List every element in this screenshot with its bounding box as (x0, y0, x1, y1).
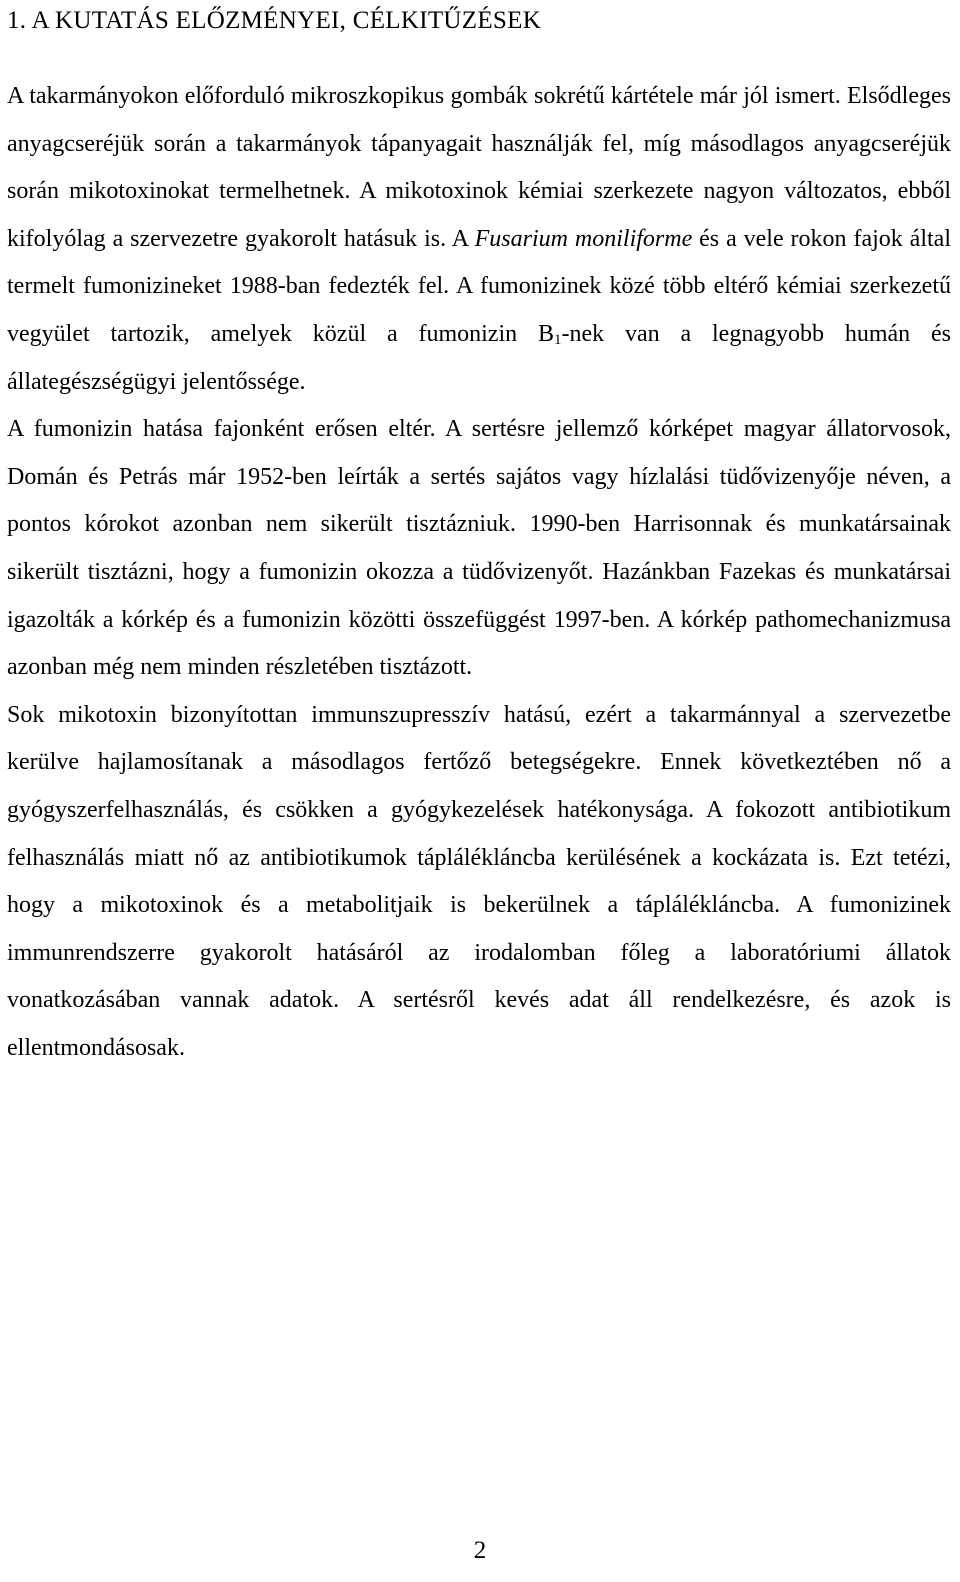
paragraph-1-text-b: és a vele rokon fajok által termelt fumonizineket 1988-ban fedezték fel. A fumonizinek közé több eltérő kémiai szerkezetű vegyület tartozik, amelyek közül a fumonizin B (7, 225, 951, 347)
document-page (7, 0, 952, 1061)
section-heading: 1. A KUTATÁS ELŐZMÉNYEI, CÉLKITŰZÉSEK (7, 7, 542, 34)
paragraph-3: Sok mikotoxin bizonyítottan immunszupresszív hatású, ezért a takarmánnyal a szervezetbe kerülve hajlamosítanak a másodlagos fertőző betegségekre. Ennek következtében nő a gyógyszerfelhasználás, és csökken a gyógykezelések hatékonysága. A fokozott antibiotikum felhasználás miatt nő az antibiotikumok táplálékláncba kerülésének a kockázata is. Ezt tetézi, hogy a mikotoxinok és a metabolitjaik is bekerülnek a táplálékláncba. A fumonizinek immunrendszerre gyakorolt hatásáról az irodalomban főleg a laboratóriumi állatok vonatkozásában vannak adatok. A sertésről kevés adat áll rendelkezésre, és azok is ellentmondásosak. (7, 701, 951, 1061)
body-text (7, 73, 951, 1072)
paragraph-1-text-c: -nek van a legnagyobb humán és állategészségügyi jelentőssége. (7, 320, 952, 395)
species-name: Fusarium moniliforme (474, 225, 693, 252)
paragraph-2: A fumonizin hatása fajonként erősen eltér. A sertésre jellemző kórképet magyar állatorvosok, Domán és Petrás már 1952-ben leírták a sertés sajátos vagy hízlalási tüdővizenyője néven, a pontos kórokot azonban nem sikerült tisztázniuk. 1990-ben Harrisonnak és munkatársainak sikerült tisztázni, hogy a fumonizin okozza a tüdővizenyőt. Hazánkban Fazekas és munkatársai igazolták a kórkép és a fumonizin közötti összefüggést 1997-ben. A kórkép pathomechanizmusa azonban még nem minden részletében tisztázott. (7, 416, 951, 681)
paragraph-1 (7, 73, 951, 406)
subscript-index: 1 (554, 331, 562, 348)
paragraph-1-text-a: A takarmányokon előforduló mikroszkopikus gombák sokrétű kártétele már jól ismert. Elsődleges anyagcseréjük során a takarmányok tápanyagait használják fel, míg másodlagos anyagcseréjük során mikotoxinokat termelhetnek. A mikotoxinok kémiai szerkezete nagyon változatos, ebből kifolyólag a szervezetre gyakorolt hatásuk is. A (7, 83, 951, 252)
page-number: 2 (473, 1537, 487, 1564)
